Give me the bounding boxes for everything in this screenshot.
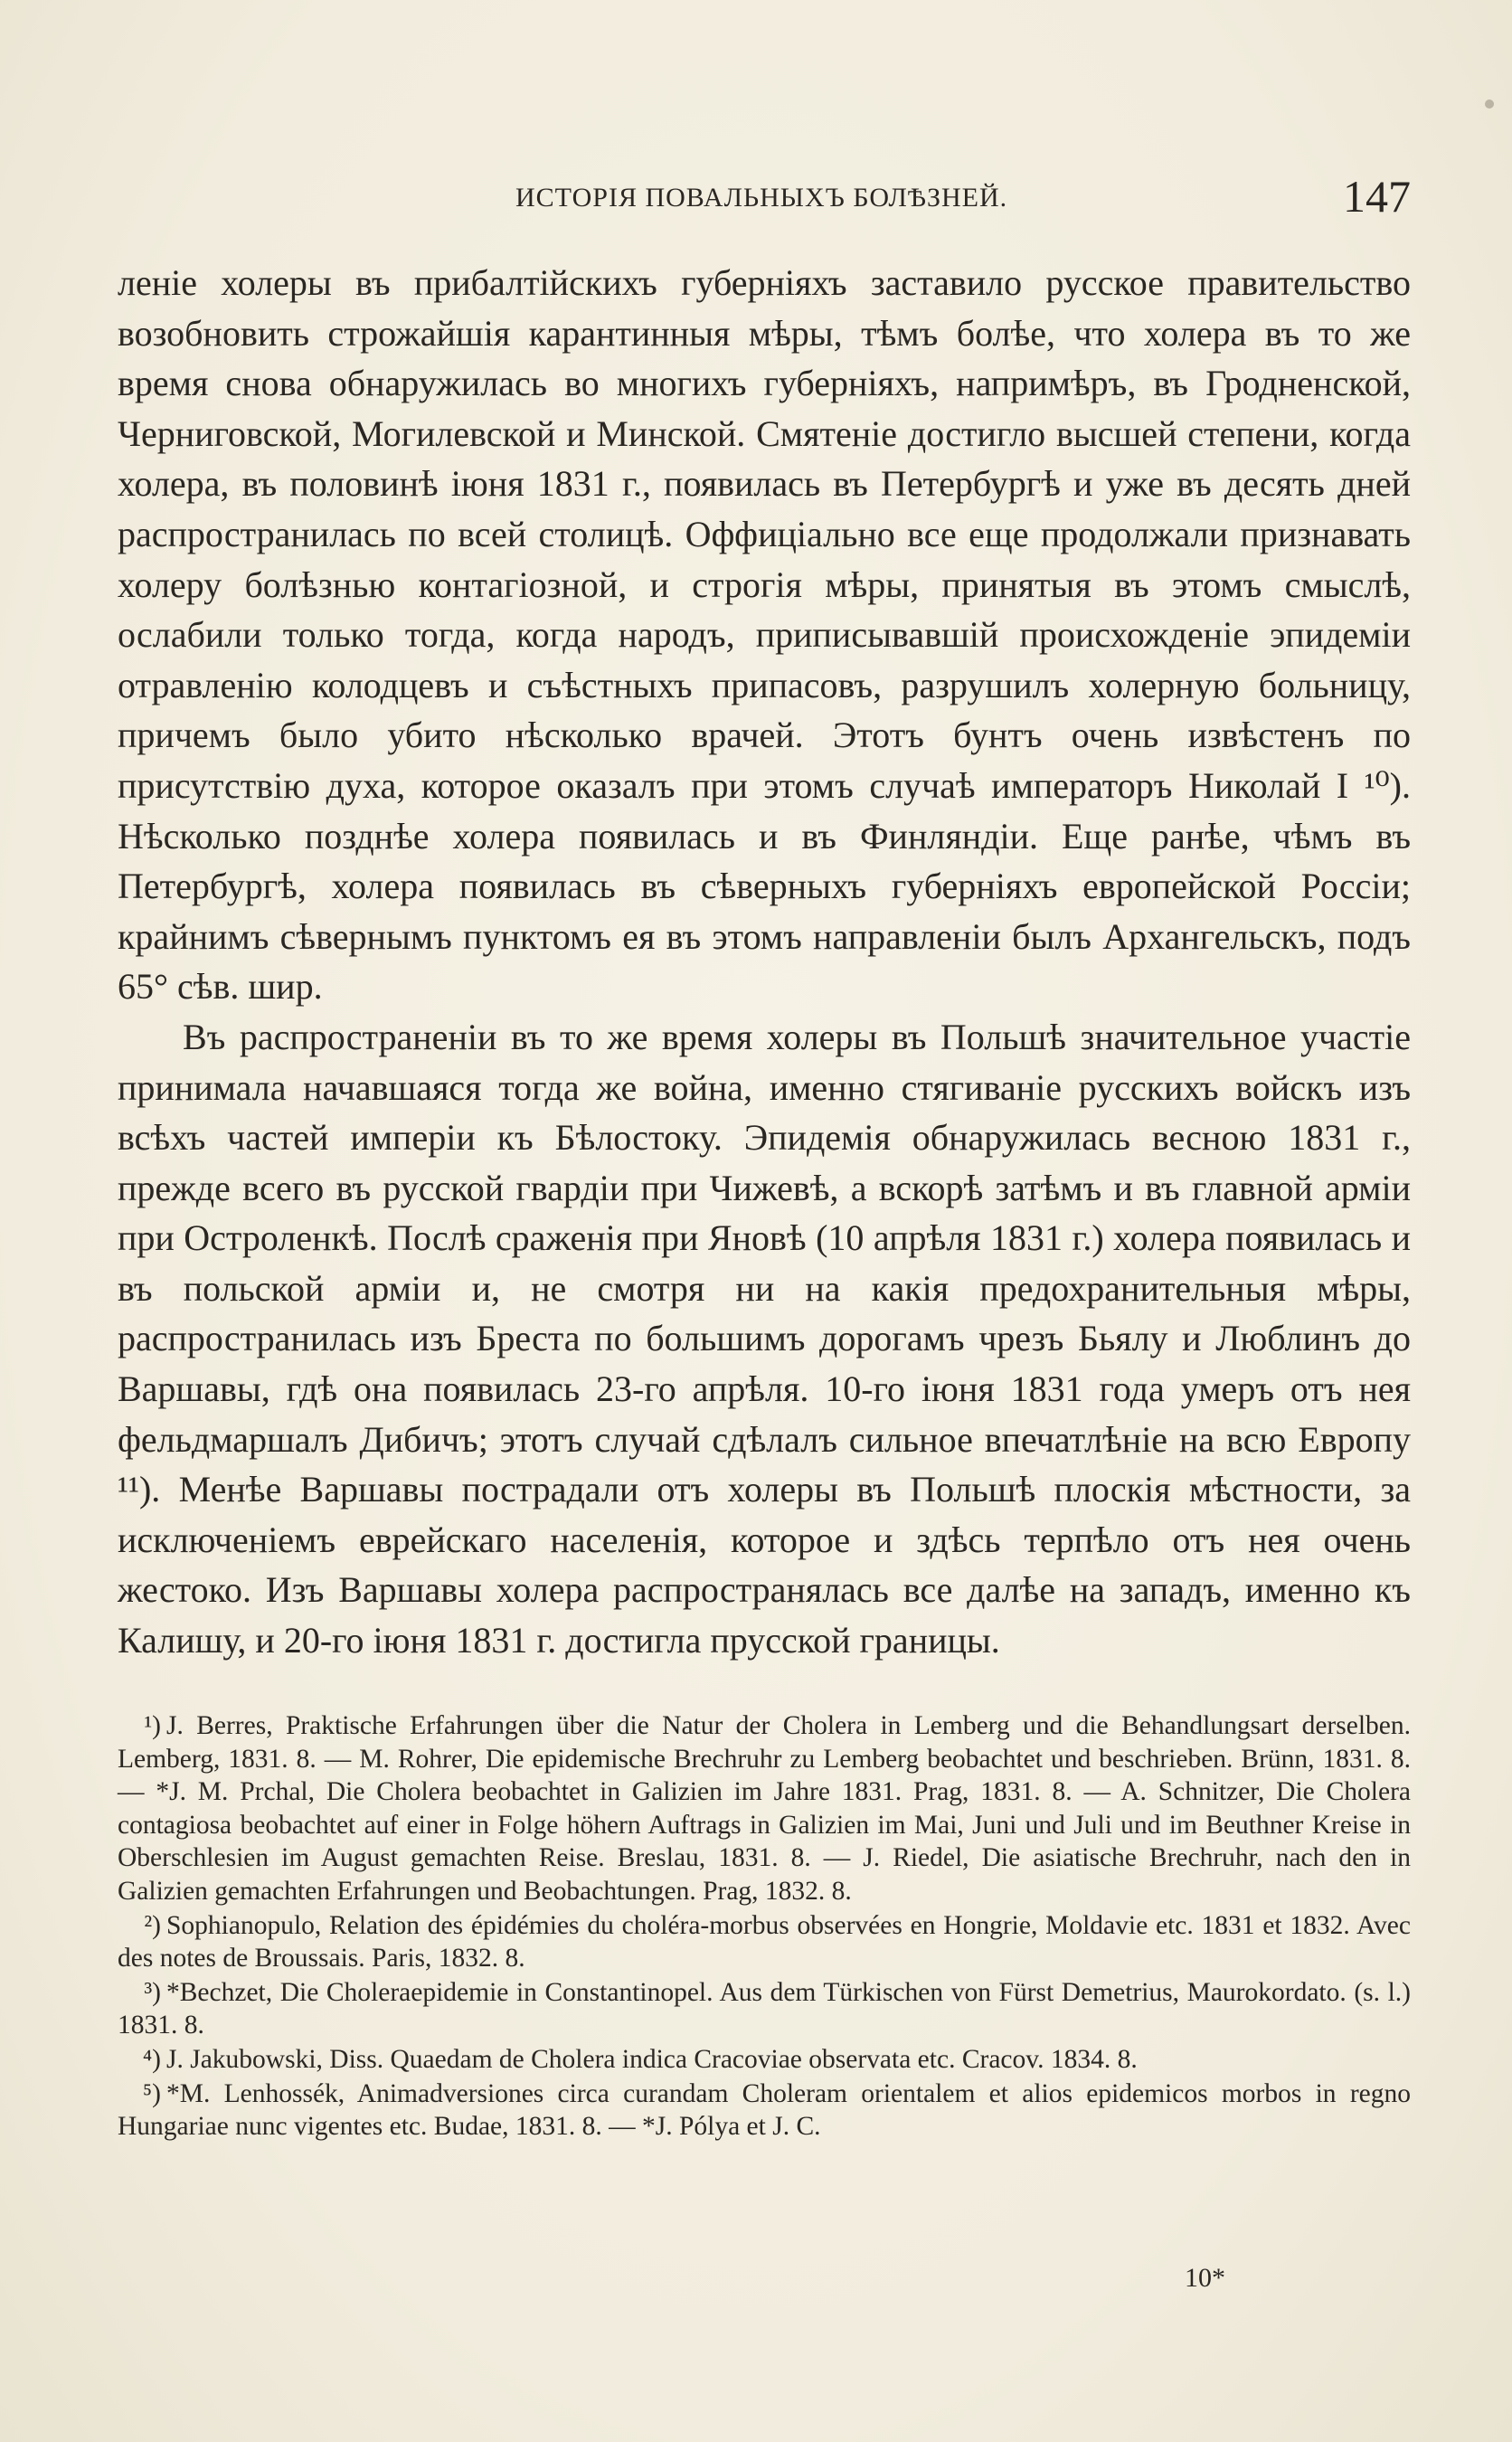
footnote xyxy=(118,2078,1411,2144)
paragraph: леніе холеры въ прибалтійскихъ губерніяхъ заставило русское правительство возобновить строжайшія карантинныя мѣры, тѣмъ болѣе, что холера въ то же время снова обнаружилась во многихъ губерніяхъ, напримѣръ, въ Гродненской, Черниговской, Могилевской и Минской. Смятеніе достигло высшей степени, когда холера, въ половинѣ іюня 1831 г., появилась въ Петербургѣ и уже въ десять дней распространилась по всей столицѣ. Оффиціально все еще продолжали признавать холеру болѣзнью контагіозной, и строгія мѣры, принятыя въ этомъ смыслѣ, ослабили только тогда, когда народъ, приписывавшій происхожденіе эпидеміи отравленію колодцевъ и съѣстныхъ припасовъ, разрушилъ холерную больницу, причемъ было убито нѣсколько врачей. Этотъ бунтъ очень извѣстенъ по присутствію духа, которое оказалъ при этомъ случаѣ императоръ Николай I ¹⁰). Нѣсколько позднѣе холера появилась и въ Финляндіи. Еще ранѣе, чѣмъ въ Петербургѣ, холера появилась въ сѣверныхъ губерніяхъ европейской Россіи; крайнимъ сѣвернымъ пунктомъ ея въ этомъ направленіи былъ Архангельскъ, подъ 65° сѣв. шир. xyxy=(118,262,1411,1008)
paper-stain xyxy=(1485,99,1494,109)
running-head: ИСТОРІЯ ПОВАЛЬНЫХЪ БОЛѢЗНЕЙ. xyxy=(515,183,1008,213)
footnote-text: J. Jakubowski, Diss. Quaedam de Cholera indica Cracoviae observata etc. Cracov. 1834. 8. xyxy=(166,2044,1138,2074)
footnote-mark: ¹) xyxy=(144,1711,161,1740)
footnote xyxy=(118,1976,1411,2042)
footnote-text: *M. Lenhossék, Animadversiones circa curandam Choleram orientalem et alios epidemicos morbos in regno Hungariae nunc vigentes etc. Budae, 1831. 8. — *J. Pólya et J. C. xyxy=(118,2078,1411,2142)
footnote xyxy=(118,1709,1411,1908)
footnote xyxy=(118,1909,1411,1975)
footnotes xyxy=(118,1709,1411,2144)
signature-mark: 10* xyxy=(1185,2263,1225,2293)
footnote-text: J. Berres, Praktische Erfahrungen über die Natur der Cholera in Lemberg und die Behandlungsart derselben. Lemberg, 1831. 8. — M. Rohrer, Die epidemische Brechruhr zu Lemberg beobachtet und beschrieben. Brünn, 1831. 8. — *J. M. Prchal, Die Cholera beobachtet in Galizien im Jahre 1831. Prag, 1831. 8. — A. Schnitzer, Die Cholera contagiosa beobachtet auf einer in Folge höhern Auftrags in Galizien im Mai, Juni und Juli und im Beuthner Kreise in Oberschlesien im August gemachten Reise. Breslau, 1831. 8. — J. Riedel, Die asiatische Brechruhr, nach den in Galizien gemachten Erfahrungen und Beobachtungen. Prag, 1832. 8. xyxy=(118,1711,1411,1906)
footnote-mark: ⁴) xyxy=(142,2044,161,2074)
page-header xyxy=(118,170,1411,224)
footnote-text: Sophianopulo, Relation des épidémies du choléra-morbus observées en Hongrie, Moldavie etc. 1831 et 1832. Avec des notes de Broussais. Paris, 1832. 8. xyxy=(118,1910,1411,1973)
main-text xyxy=(118,258,1411,1666)
footnote-mark: ²) xyxy=(144,1910,161,1940)
footnote-mark: ⁵) xyxy=(142,2078,161,2108)
footnote xyxy=(118,2043,1411,2077)
footnote-mark: ³) xyxy=(144,1977,161,2007)
paragraph: Въ распространеніи въ то же время холеры въ Польшѣ значительное участіе принимала начавшаяся тогда же война, именно стягиваніе русскихъ войскъ изъ всѣхъ частей имперіи къ Бѣлостоку. Эпидемія обнаружилась весною 1831 г., прежде всего въ русской гвардіи при Чижевѣ, а вскорѣ затѣмъ и въ главной арміи при Остроленкѣ. Послѣ сраженія при Яновѣ (10 апрѣля 1831 г.) холера появилась и въ польской арміи и, не смотря ни на какія предохранительныя мѣры, распространилась изъ Бреста по большимъ дорогамъ чрезъ Бьялу и Люблинъ до Варшавы, гдѣ она появилась 23-го апрѣля. 10-го іюня 1831 года умеръ отъ нея фельдмаршалъ Дибичъ; этотъ случай сдѣлалъ сильное впечатлѣніе на всю Европу ¹¹). Менѣе Варшавы пострадали отъ холеры въ Польшѣ плоскія мѣстности, за исключеніемъ еврейскаго населенія, которое и здѣсь терпѣло отъ нея очень жестоко. Изъ Варшавы холера распространялась все далѣе на западъ, именно къ Калишу, и 20-го іюня 1831 г. достигла прусской границы. xyxy=(118,1016,1411,1661)
footnote-text: *Bechzet, Die Choleraepidemie in Constantinopel. Aus dem Türkischen von Fürst Demetrius, Maurokordato. (s. l.) 1831. 8. xyxy=(118,1977,1411,2040)
page-number: 147 xyxy=(1343,171,1411,222)
